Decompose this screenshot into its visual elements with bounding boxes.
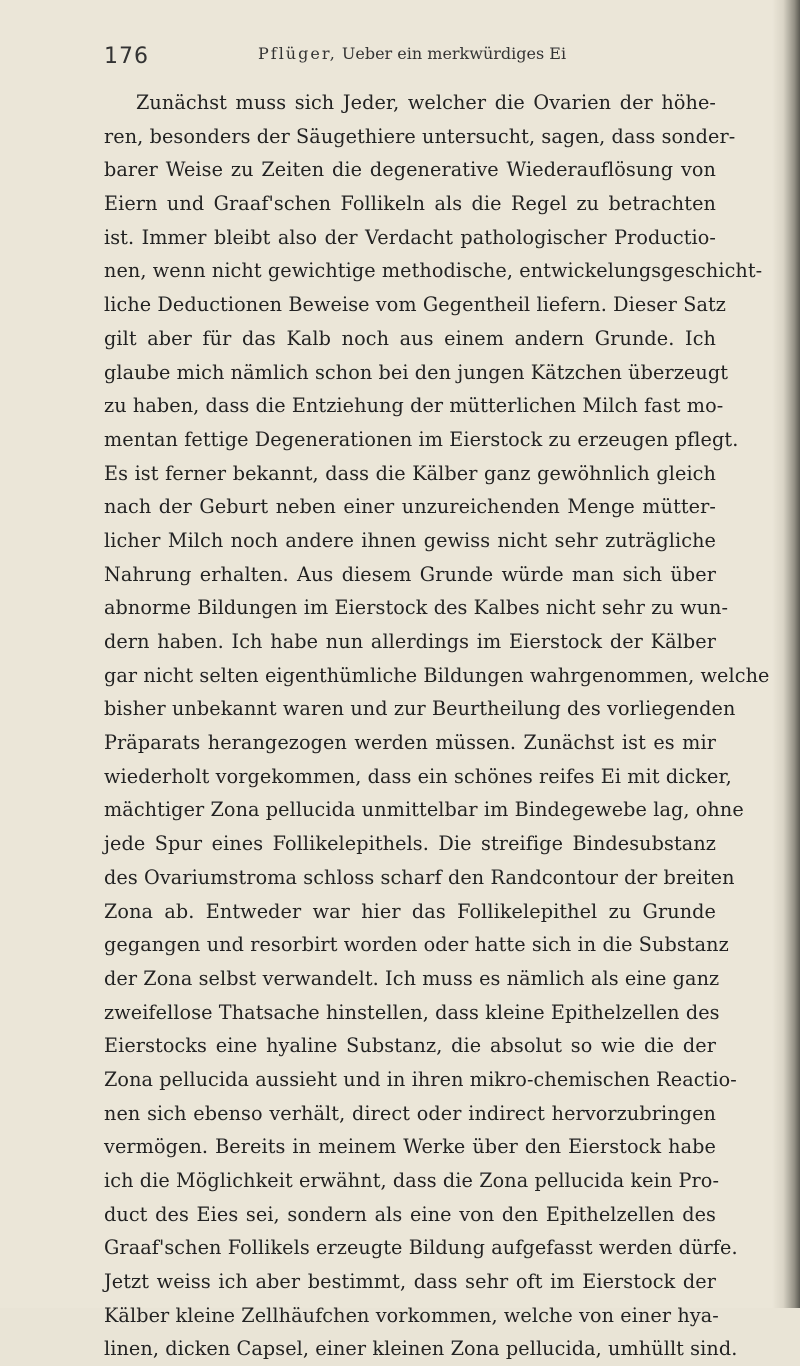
text-line: nen, wenn nicht gewichtige methodische, entwickelungsgeschicht-: [104, 259, 763, 283]
text-line: mächtiger Zona pellucida unmittelbar im Bindegewebe lag, ohne: [104, 798, 744, 822]
text-line: duct des Eies sei, sondern als eine von den Epithelzellen des: [104, 1202, 716, 1226]
text-line: der Zona selbst verwandelt. Ich muss es nämlich als eine ganz: [104, 966, 720, 990]
text-line: Zunächst muss sich Jeder, welcher die Ovarien der höhe-: [136, 91, 716, 114]
text-line: Kälber kleine Zellhäufchen vorkommen, welche von einer hya-: [104, 1303, 719, 1327]
page-number: 176: [104, 44, 149, 69]
text-line: zu haben, dass die Entziehung der mütterlichen Milch fast mo-: [104, 394, 724, 418]
text-line: licher Milch noch andere ihnen gewiss nicht sehr zuträgliche: [104, 528, 716, 552]
text-line: dern haben. Ich habe nun allerdings im Eierstock der Kälber: [104, 630, 716, 653]
page-header: [104, 38, 704, 74]
text-line: mentan fettige Degenerationen im Eierstock zu erzeugen pflegt.: [104, 427, 739, 451]
text-line: barer Weise zu Zeiten die degenerative Wiederauflösung von: [104, 158, 716, 182]
text-line: Eierstocks eine hyaline Substanz, die absolut so wie die der: [104, 1034, 716, 1058]
text-line: glaube mich nämlich schon bei den jungen Kätzchen überzeugt: [104, 360, 729, 384]
running-head-author: Pflüger,: [258, 44, 337, 63]
text-line: Eiern und Graaf'schen Follikeln als die Regel zu betrachten: [104, 192, 716, 216]
text-line: Es ist ferner bekannt, dass die Kälber ganz gewöhnlich gleich: [104, 461, 716, 485]
text-line: abnorme Bildungen im Eierstock des Kalbes nicht sehr zu wun-: [104, 596, 729, 620]
text-line: nen sich ebenso verhält, direct oder indirect hervorzubringen: [104, 1101, 716, 1125]
running-head-title: Ueber ein merkwürdiges Ei: [341, 44, 567, 63]
body-text: [104, 86, 770, 1366]
text-line: Zona pellucida aussieht und in ihren mikro-chemischen Reactio-: [104, 1067, 737, 1091]
text-line: wiederholt vorgekommen, dass ein schönes reifes Ei mit dicker,: [104, 764, 732, 788]
text-line: gilt aber für das Kalb noch aus einem andern Grunde. Ich: [104, 326, 716, 350]
text-line: nach der Geburt neben einer unzureichenden Menge mütter-: [104, 495, 716, 519]
page-edge-shadow: [772, 0, 800, 1308]
text-line: liche Deductionen Beweise vom Gegentheil liefern. Dieser Satz: [104, 293, 727, 317]
running-head: [258, 44, 566, 63]
text-line: ich die Möglichkeit erwähnt, dass die Zona pellucida kein Pro-: [104, 1169, 720, 1192]
text-line: Nahrung erhalten. Aus diesem Grunde würde man sich über: [104, 562, 716, 586]
text-line: des Ovariumstroma schloss scharf den Randcontour der breiten: [104, 865, 735, 889]
text-line: gegangen und resorbirt worden oder hatte sich in die Substanz: [104, 933, 729, 957]
text-line: zweifellose Thatsache hinstellen, dass kleine Epithelzellen des: [104, 1000, 720, 1024]
text-line: bisher unbekannt waren und zur Beurtheilung des vorliegenden: [104, 697, 736, 721]
text-line: Zona ab. Entweder war hier das Follikelepithel zu Grunde: [104, 899, 716, 923]
text-line: ren, besonders der Säugethiere untersucht, sagen, dass sonder-: [104, 124, 736, 148]
text-line: jede Spur eines Follikelepithels. Die streifige Bindesubstanz: [104, 832, 716, 856]
text-line: Graaf'schen Follikels erzeugte Bildung aufgefasst werden dürfe.: [104, 1236, 738, 1260]
text-line: gar nicht selten eigenthümliche Bildungen wahrgenommen, welche: [104, 663, 770, 687]
text-line: ist. Immer bleibt also der Verdacht pathologischer Productio-: [104, 225, 716, 249]
text-line: Präparats herangezogen werden müssen. Zunächst ist es mir: [104, 731, 716, 755]
text-line: Jetzt weiss ich aber bestimmt, dass sehr oft im Eierstock der: [104, 1270, 716, 1294]
text-line: linen, dicken Capsel, einer kleinen Zona pellucida, umhüllt sind.: [104, 1337, 738, 1361]
text-line: vermögen. Bereits in meinem Werke über den Eierstock habe: [104, 1135, 716, 1159]
